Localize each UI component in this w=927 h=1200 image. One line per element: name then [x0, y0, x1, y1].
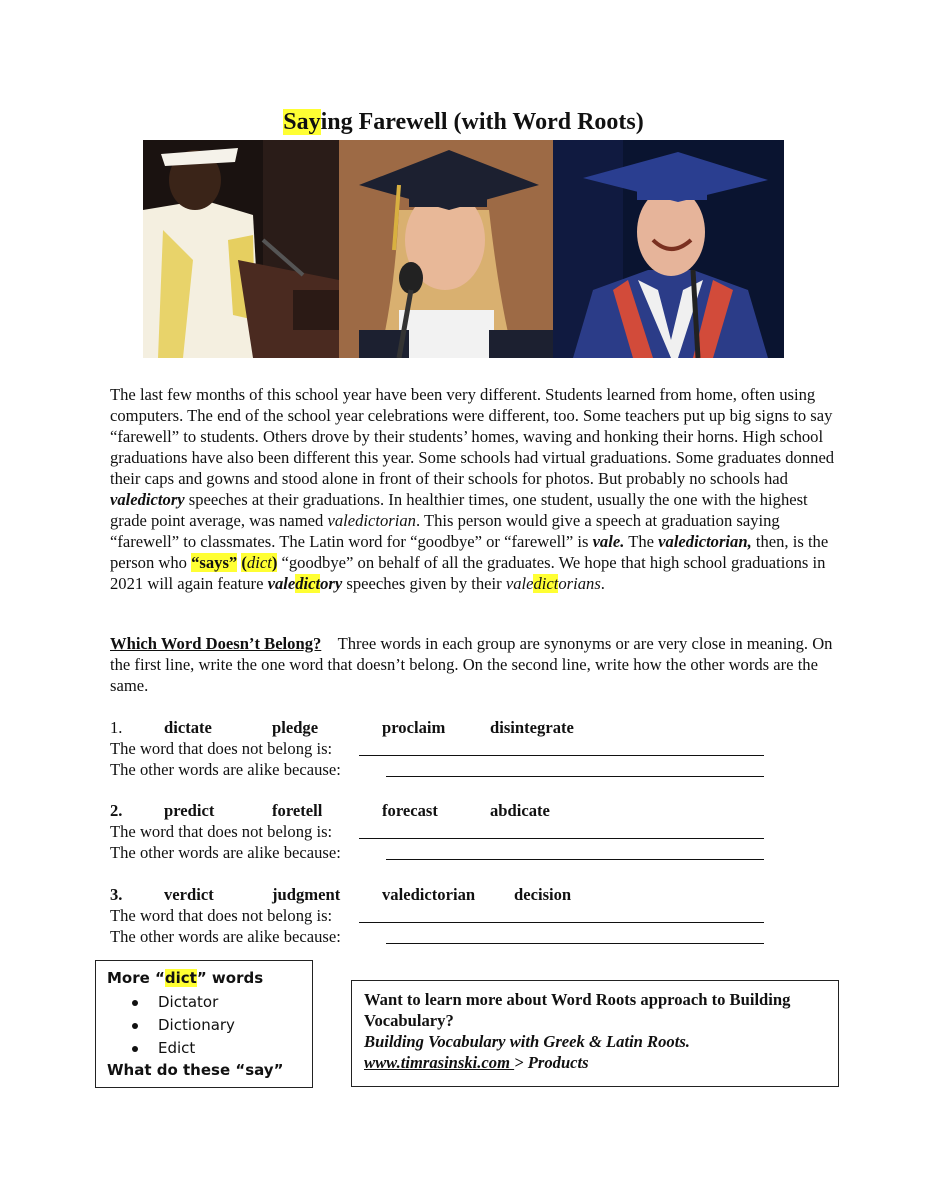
question-1: [110, 717, 770, 780]
word-choice: proclaim: [382, 718, 446, 737]
term-says: “says”: [191, 553, 238, 572]
dict-title-highlight: dict: [164, 969, 197, 987]
term-end1-a: vale: [267, 574, 296, 593]
answer-blank-alike[interactable]: [386, 776, 764, 777]
paren-close: ): [271, 553, 278, 572]
word-choice: verdict: [164, 885, 214, 904]
answer-blank-odd-word[interactable]: [359, 755, 764, 756]
dict-title-part: ” words: [196, 969, 264, 987]
term-end2-dict: dict: [533, 574, 559, 593]
word-choice: valedictorian: [382, 885, 476, 904]
term-dict: dict: [246, 553, 272, 572]
promo-book-title: Building Vocabulary with Greek & Latin Roots.: [364, 1032, 690, 1051]
intro-text-1: The last few months of this school year have been very different. Students learned from home, often using computers. The end of the school year celebrations were different, too. Some teachers put up big signs to say “farewell” to students. Others drove by their students’ homes, waving and honking their horns. High school graduations have also been different this year. Some schools had virtual graduations. Some graduates donned their caps and gowns and stood alone in front of their schools for photos. But probably no schools had: [110, 385, 835, 488]
intro-period: .: [600, 574, 605, 593]
question-2: [110, 800, 770, 863]
answer-prompt-odd-word: The word that does not belong is:: [110, 822, 333, 841]
answer-blank-alike[interactable]: [386, 859, 764, 860]
question-number: 2.: [110, 801, 123, 820]
intro-text-3: . This person would give a speech at graduation saying “farewell” to classmates. The Latin word for “goodbye” or “farewell” is: [110, 511, 780, 551]
dict-title-part: More “: [107, 969, 165, 987]
answer-blank-odd-word[interactable]: [359, 838, 764, 839]
instructions: [110, 633, 845, 696]
intro-text-8: speeches given by their: [342, 574, 506, 593]
instructions-heading: Which Word Doesn’t Belong?: [110, 634, 322, 653]
title-highlight: Say: [283, 109, 321, 135]
list-item: Dictionary: [158, 1014, 235, 1037]
answer-blank-odd-word[interactable]: [359, 922, 764, 923]
promo-box: [351, 980, 839, 1087]
intro-text-5: then, is the person who: [110, 532, 829, 572]
answer-prompt-alike: The other words are alike because:: [110, 760, 341, 779]
promo-website-link[interactable]: www.timrasinski.com: [364, 1053, 515, 1072]
term-vale: vale.: [592, 532, 625, 551]
term-valedictorian-bold: valedictorian,: [658, 532, 752, 551]
word-choice: dictate: [164, 718, 212, 737]
term-valedictorian: valedictorian: [327, 511, 416, 530]
term-end1-dict: dict: [295, 574, 321, 593]
word-choice: abdicate: [490, 801, 550, 820]
question-number: 1.: [110, 718, 123, 737]
word-choice: predict: [164, 801, 215, 820]
paren-open: (: [241, 553, 247, 572]
word-choice: forecast: [382, 801, 438, 820]
promo-headline: Want to learn more about Word Roots approach to Building Vocabulary?: [364, 990, 791, 1030]
intro-text-2: speeches at their graduations. In healthier times, one student, usually the one with the highest grade point average, was named: [110, 490, 808, 530]
promo-link-suffix: > Products: [514, 1053, 589, 1072]
intro-paragraph: [110, 384, 845, 594]
answer-prompt-alike: The other words are alike because:: [110, 843, 341, 862]
promo-link-row: [364, 1052, 826, 1073]
instructions-text: Three words in each group are synonyms or are very close in meaning. On the first line, write the one word that doesn’t belong. On the second line, write how the other words are the same.: [110, 634, 837, 695]
answer-prompt-odd-word: The word that does not belong is:: [110, 739, 333, 758]
dict-words-box: [95, 960, 313, 1088]
question-3: [110, 884, 770, 947]
term-end1-c: ory: [320, 574, 343, 593]
term-end2-c: orians: [558, 574, 601, 593]
word-choice: foretell: [272, 801, 323, 820]
word-choice: disintegrate: [490, 718, 574, 737]
answer-prompt-alike: The other words are alike because:: [110, 927, 341, 946]
list-item: Dictator: [158, 991, 235, 1014]
word-choice: judgment: [272, 885, 341, 904]
page-title: [0, 106, 927, 138]
title-rest: ing Farewell (with Word Roots): [320, 109, 644, 135]
list-item: Edict: [158, 1037, 235, 1060]
term-valedictory: valedictory: [110, 490, 185, 509]
dict-box-question: What do these “say”: [107, 1061, 284, 1079]
intro-text-7: “goodbye” on behalf of all the graduates. We hope that high school graduations in 2021 will again feature: [110, 553, 826, 593]
dict-box-title: [107, 969, 263, 987]
answer-blank-alike[interactable]: [386, 943, 764, 944]
term-end2-a: vale: [505, 574, 534, 593]
photo-graduate-smiling: [553, 140, 784, 358]
intro-text-4: The: [624, 532, 659, 551]
answer-prompt-odd-word: The word that does not belong is:: [110, 906, 333, 925]
dict-word-list: [158, 991, 235, 1060]
photo-graduate-microphone: [339, 140, 553, 358]
word-choice: decision: [514, 885, 572, 904]
question-number: 3.: [110, 885, 123, 904]
word-choice: pledge: [272, 718, 319, 737]
photo-graduate-podium: [143, 140, 339, 358]
